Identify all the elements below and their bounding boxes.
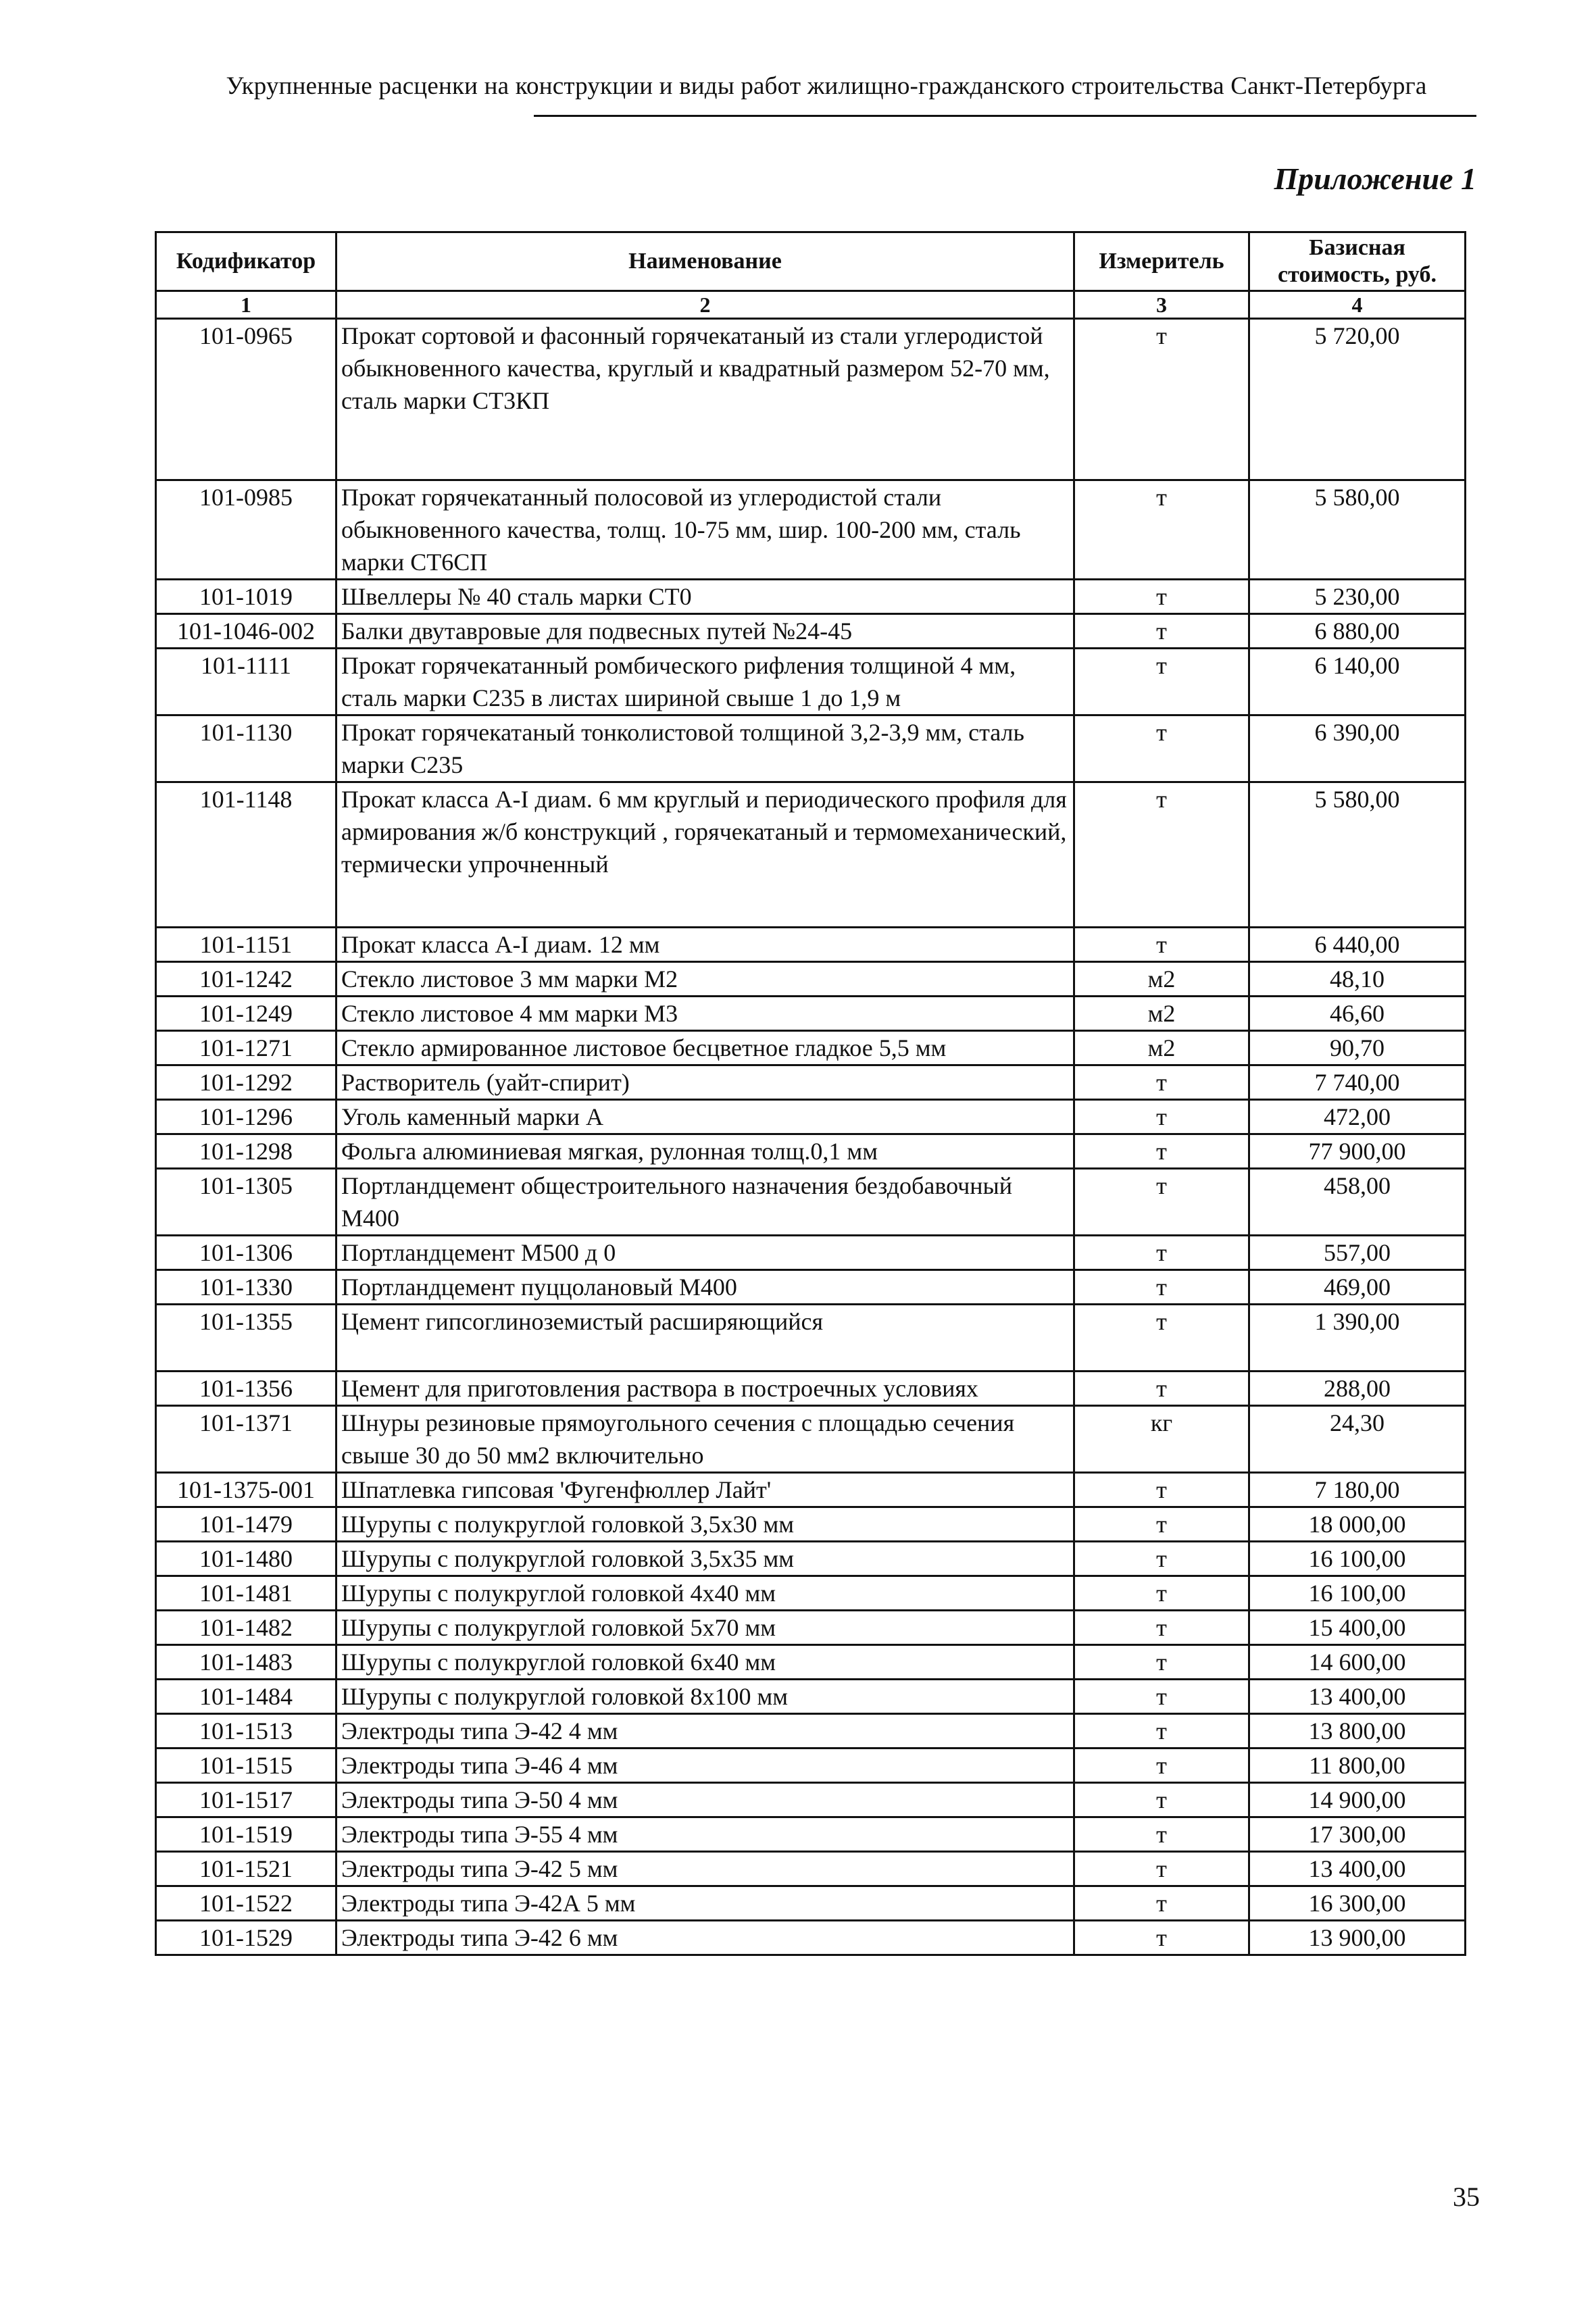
code-cell: 101-1271 bbox=[156, 1031, 336, 1065]
price-cell: 18 000,00 bbox=[1249, 1507, 1466, 1542]
code-cell: 101-1151 bbox=[156, 928, 336, 962]
unit-cell: т bbox=[1074, 1576, 1249, 1611]
table-row bbox=[156, 580, 1466, 614]
unit-cell: т bbox=[1074, 1611, 1249, 1645]
name-cell: Электроды типа Э-42 5 мм bbox=[336, 1852, 1074, 1886]
column-number: 1 bbox=[156, 291, 336, 319]
price-cell: 14 900,00 bbox=[1249, 1783, 1466, 1817]
name-cell: Прокат горячекатанный полосовой из углеродистой стали обыкновенного качества, толщ. 10-75 мм, шир. 100-200 мм, сталь марки СТ6СП bbox=[336, 480, 1074, 580]
code-cell: 101-1148 bbox=[156, 782, 336, 928]
table-row bbox=[156, 1406, 1466, 1473]
code-cell: 101-1242 bbox=[156, 962, 336, 997]
price-cell: 469,00 bbox=[1249, 1270, 1466, 1305]
code-cell: 101-1130 bbox=[156, 715, 336, 782]
name-cell: Электроды типа Э-42 6 мм bbox=[336, 1921, 1074, 1955]
code-cell: 101-1483 bbox=[156, 1645, 336, 1680]
unit-cell: т bbox=[1074, 1473, 1249, 1507]
table-row bbox=[156, 997, 1466, 1031]
unit-cell: т bbox=[1074, 1714, 1249, 1749]
unit-cell: т bbox=[1074, 1817, 1249, 1852]
page-header-title: Укрупненные расценки на конструкции и виды работ жилищно-гражданского строительства Санкт-Петербурга bbox=[226, 72, 1427, 100]
table-row bbox=[156, 649, 1466, 715]
code-cell: 101-1480 bbox=[156, 1542, 336, 1576]
unit-cell: т bbox=[1074, 1065, 1249, 1100]
table-body bbox=[156, 319, 1466, 1955]
name-cell: Электроды типа Э-55 4 мм bbox=[336, 1817, 1074, 1852]
price-cell: 24,30 bbox=[1249, 1406, 1466, 1473]
column-number: 4 bbox=[1249, 291, 1466, 319]
name-cell: Электроды типа Э-42А 5 мм bbox=[336, 1886, 1074, 1921]
appendix-label: Приложение 1 bbox=[1274, 161, 1476, 196]
code-cell: 101-1479 bbox=[156, 1507, 336, 1542]
unit-cell: т bbox=[1074, 1270, 1249, 1305]
column-header-price: Базисная стоимость, руб. bbox=[1249, 232, 1466, 291]
name-cell: Цемент для приготовления раствора в построечных условиях bbox=[336, 1372, 1074, 1406]
name-cell: Шурупы с полукруглой головкой 5x70 мм bbox=[336, 1611, 1074, 1645]
unit-cell: т bbox=[1074, 1852, 1249, 1886]
name-cell: Электроды типа Э-46 4 мм bbox=[336, 1749, 1074, 1783]
code-cell: 101-1482 bbox=[156, 1611, 336, 1645]
name-cell: Шурупы с полукруглой головкой 3,5x30 мм bbox=[336, 1507, 1074, 1542]
price-table bbox=[155, 231, 1466, 1956]
price-cell: 17 300,00 bbox=[1249, 1817, 1466, 1852]
name-cell: Стекло листовое 4 мм марки М3 bbox=[336, 997, 1074, 1031]
price-cell: 5 230,00 bbox=[1249, 580, 1466, 614]
code-cell: 101-1249 bbox=[156, 997, 336, 1031]
column-number-row bbox=[156, 291, 1466, 319]
price-cell: 15 400,00 bbox=[1249, 1611, 1466, 1645]
table-row bbox=[156, 319, 1466, 480]
name-cell: Электроды типа Э-50 4 мм bbox=[336, 1783, 1074, 1817]
price-cell: 16 300,00 bbox=[1249, 1886, 1466, 1921]
code-cell: 101-0965 bbox=[156, 319, 336, 480]
name-cell: Стекло листовое 3 мм марки М2 bbox=[336, 962, 1074, 997]
price-cell: 6 880,00 bbox=[1249, 614, 1466, 649]
name-cell: Прокат горячекатанный ромбического рифления толщиной 4 мм, сталь марки С235 в листах шириной свыше 1 до 1,9 м bbox=[336, 649, 1074, 715]
unit-cell: т bbox=[1074, 1134, 1249, 1169]
name-cell: Балки двутавровые для подвесных путей №24-45 bbox=[336, 614, 1074, 649]
unit-cell: т bbox=[1074, 1507, 1249, 1542]
price-cell: 5 720,00 bbox=[1249, 319, 1466, 480]
name-cell: Цемент гипсоглиноземистый расширяющийся bbox=[336, 1305, 1074, 1372]
name-cell: Шпатлевка гипсовая 'Фугенфюллер Лайт' bbox=[336, 1473, 1074, 1507]
name-cell: Шурупы с полукруглой головкой 4x40 мм bbox=[336, 1576, 1074, 1611]
price-cell: 1 390,00 bbox=[1249, 1305, 1466, 1372]
header-underline bbox=[534, 115, 1476, 117]
price-cell: 16 100,00 bbox=[1249, 1576, 1466, 1611]
table-row bbox=[156, 480, 1466, 580]
name-cell: Прокат горячекатаный тонколистовой толщиной 3,2-3,9 мм, сталь марки С235 bbox=[336, 715, 1074, 782]
price-cell: 11 800,00 bbox=[1249, 1749, 1466, 1783]
code-cell: 101-1375-001 bbox=[156, 1473, 336, 1507]
code-cell: 101-1517 bbox=[156, 1783, 336, 1817]
unit-cell: т bbox=[1074, 1169, 1249, 1236]
table-row bbox=[156, 1372, 1466, 1406]
table-row bbox=[156, 1886, 1466, 1921]
unit-cell: т bbox=[1074, 782, 1249, 928]
price-cell: 6 140,00 bbox=[1249, 649, 1466, 715]
name-cell: Шурупы с полукруглой головкой 6x40 мм bbox=[336, 1645, 1074, 1680]
table-row bbox=[156, 1100, 1466, 1134]
unit-cell: т bbox=[1074, 1305, 1249, 1372]
name-cell: Уголь каменный марки А bbox=[336, 1100, 1074, 1134]
price-cell: 6 440,00 bbox=[1249, 928, 1466, 962]
table-row bbox=[156, 1749, 1466, 1783]
unit-cell: м2 bbox=[1074, 962, 1249, 997]
price-cell: 14 600,00 bbox=[1249, 1645, 1466, 1680]
code-cell: 101-1330 bbox=[156, 1270, 336, 1305]
column-header-unit: Измеритель bbox=[1074, 232, 1249, 291]
price-cell: 472,00 bbox=[1249, 1100, 1466, 1134]
table-row bbox=[156, 1817, 1466, 1852]
page-number: 35 bbox=[1453, 2182, 1480, 2212]
code-cell: 101-1046-002 bbox=[156, 614, 336, 649]
unit-cell: т bbox=[1074, 1921, 1249, 1955]
unit-cell: т bbox=[1074, 1372, 1249, 1406]
table-row bbox=[156, 1236, 1466, 1270]
table-row bbox=[156, 962, 1466, 997]
unit-cell: т bbox=[1074, 480, 1249, 580]
code-cell: 101-1484 bbox=[156, 1680, 336, 1714]
table-row bbox=[156, 1473, 1466, 1507]
code-cell: 101-1521 bbox=[156, 1852, 336, 1886]
name-cell: Шурупы с полукруглой головкой 8x100 мм bbox=[336, 1680, 1074, 1714]
price-cell: 6 390,00 bbox=[1249, 715, 1466, 782]
table-row bbox=[156, 1507, 1466, 1542]
unit-cell: т bbox=[1074, 1749, 1249, 1783]
price-cell: 90,70 bbox=[1249, 1031, 1466, 1065]
column-header-name: Наименование bbox=[336, 232, 1074, 291]
table-row bbox=[156, 1542, 1466, 1576]
price-cell: 5 580,00 bbox=[1249, 782, 1466, 928]
unit-cell: т bbox=[1074, 614, 1249, 649]
code-cell: 101-1522 bbox=[156, 1886, 336, 1921]
table-row bbox=[156, 1305, 1466, 1372]
table-row bbox=[156, 1576, 1466, 1611]
unit-cell: т bbox=[1074, 1236, 1249, 1270]
name-cell: Шурупы с полукруглой головкой 3,5x35 мм bbox=[336, 1542, 1074, 1576]
name-cell: Портландцемент пуццолановый М400 bbox=[336, 1270, 1074, 1305]
table-row bbox=[156, 1645, 1466, 1680]
table-row bbox=[156, 1852, 1466, 1886]
price-cell: 288,00 bbox=[1249, 1372, 1466, 1406]
unit-cell: т bbox=[1074, 580, 1249, 614]
unit-cell: кг bbox=[1074, 1406, 1249, 1473]
table-row bbox=[156, 1714, 1466, 1749]
code-cell: 101-1481 bbox=[156, 1576, 336, 1611]
unit-cell: т bbox=[1074, 1680, 1249, 1714]
price-cell: 458,00 bbox=[1249, 1169, 1466, 1236]
name-cell: Фольга алюминиевая мягкая, рулонная толщ.0,1 мм bbox=[336, 1134, 1074, 1169]
code-cell: 101-1513 bbox=[156, 1714, 336, 1749]
name-cell: Растворитель (уайт-спирит) bbox=[336, 1065, 1074, 1100]
unit-cell: т bbox=[1074, 1100, 1249, 1134]
price-cell: 5 580,00 bbox=[1249, 480, 1466, 580]
price-cell: 7 180,00 bbox=[1249, 1473, 1466, 1507]
code-cell: 101-1371 bbox=[156, 1406, 336, 1473]
unit-cell: т bbox=[1074, 649, 1249, 715]
price-cell: 46,60 bbox=[1249, 997, 1466, 1031]
name-cell: Прокат класса А-I диам. 12 мм bbox=[336, 928, 1074, 962]
table-row bbox=[156, 1611, 1466, 1645]
code-cell: 101-1298 bbox=[156, 1134, 336, 1169]
table-row bbox=[156, 782, 1466, 928]
price-cell: 7 740,00 bbox=[1249, 1065, 1466, 1100]
unit-cell: т bbox=[1074, 1886, 1249, 1921]
unit-cell: т bbox=[1074, 1783, 1249, 1817]
table-row bbox=[156, 715, 1466, 782]
name-cell: Стекло армированное листовое бесцветное гладкое 5,5 мм bbox=[336, 1031, 1074, 1065]
table-row bbox=[156, 928, 1466, 962]
name-cell: Прокат класса А-I диам. 6 мм круглый и периодического профиля для армирования ж/б конструкций , горячекатаный и термомеханический, термически упрочненный bbox=[336, 782, 1074, 928]
unit-cell: т bbox=[1074, 928, 1249, 962]
table-row bbox=[156, 1169, 1466, 1236]
unit-cell: м2 bbox=[1074, 1031, 1249, 1065]
price-cell: 13 400,00 bbox=[1249, 1680, 1466, 1714]
unit-cell: м2 bbox=[1074, 997, 1249, 1031]
price-cell: 13 900,00 bbox=[1249, 1921, 1466, 1955]
column-header-code: Кодификатор bbox=[156, 232, 336, 291]
code-cell: 101-1019 bbox=[156, 580, 336, 614]
price-cell: 13 400,00 bbox=[1249, 1852, 1466, 1886]
name-cell: Прокат сортовой и фасонный горячекатаный из стали углеродистой обыкновенного качества, круглый и квадратный размером 52-70 мм, сталь марки СТ3КП bbox=[336, 319, 1074, 480]
column-number: 3 bbox=[1074, 291, 1249, 319]
code-cell: 101-1111 bbox=[156, 649, 336, 715]
code-cell: 101-1356 bbox=[156, 1372, 336, 1406]
table-row bbox=[156, 1921, 1466, 1955]
code-cell: 101-1306 bbox=[156, 1236, 336, 1270]
table-header-row bbox=[156, 232, 1466, 291]
price-cell: 13 800,00 bbox=[1249, 1714, 1466, 1749]
unit-cell: т bbox=[1074, 319, 1249, 480]
code-cell: 101-1305 bbox=[156, 1169, 336, 1236]
table-row bbox=[156, 1270, 1466, 1305]
price-cell: 557,00 bbox=[1249, 1236, 1466, 1270]
code-cell: 101-1515 bbox=[156, 1749, 336, 1783]
name-cell: Швеллеры № 40 сталь марки СТ0 bbox=[336, 580, 1074, 614]
column-number: 2 bbox=[336, 291, 1074, 319]
unit-cell: т bbox=[1074, 715, 1249, 782]
table-row bbox=[156, 1783, 1466, 1817]
name-cell: Портландцемент общестроительного назначения бездобавочный М400 bbox=[336, 1169, 1074, 1236]
unit-cell: т bbox=[1074, 1645, 1249, 1680]
name-cell: Шнуры резиновые прямоугольного сечения с площадью сечения свыше 30 до 50 мм2 включительно bbox=[336, 1406, 1074, 1473]
price-cell: 77 900,00 bbox=[1249, 1134, 1466, 1169]
table-row bbox=[156, 1680, 1466, 1714]
code-cell: 101-0985 bbox=[156, 480, 336, 580]
code-cell: 101-1296 bbox=[156, 1100, 336, 1134]
table-row bbox=[156, 1031, 1466, 1065]
unit-cell: т bbox=[1074, 1542, 1249, 1576]
name-cell: Электроды типа Э-42 4 мм bbox=[336, 1714, 1074, 1749]
table-row bbox=[156, 1065, 1466, 1100]
price-cell: 16 100,00 bbox=[1249, 1542, 1466, 1576]
table-row bbox=[156, 614, 1466, 649]
code-cell: 101-1355 bbox=[156, 1305, 336, 1372]
table-row bbox=[156, 1134, 1466, 1169]
code-cell: 101-1519 bbox=[156, 1817, 336, 1852]
price-cell: 48,10 bbox=[1249, 962, 1466, 997]
code-cell: 101-1292 bbox=[156, 1065, 336, 1100]
code-cell: 101-1529 bbox=[156, 1921, 336, 1955]
name-cell: Портландцемент М500 д 0 bbox=[336, 1236, 1074, 1270]
